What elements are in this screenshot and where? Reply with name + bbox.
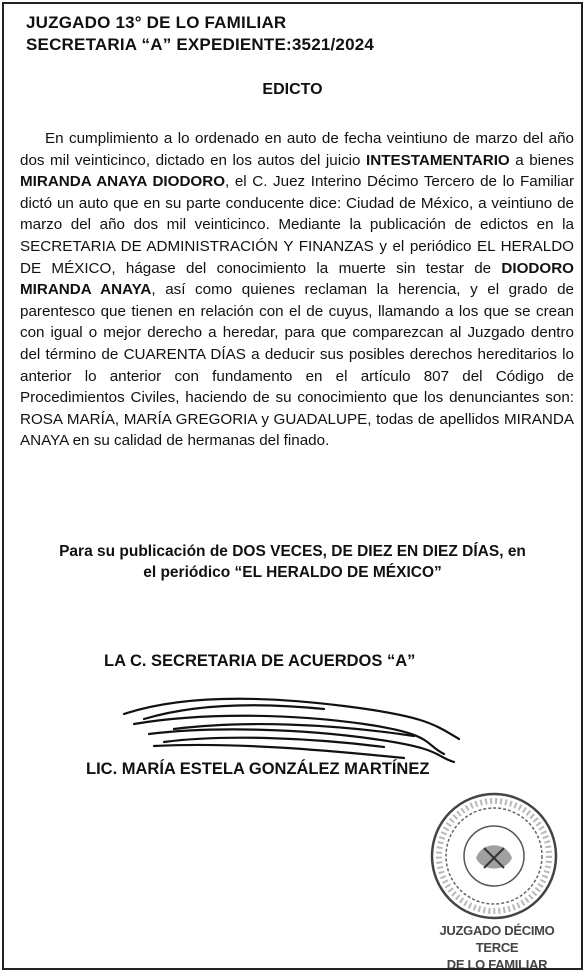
deceased-name: MIRANDA ANAYA DIODORO — [20, 173, 226, 191]
publication-line-1: Para su publicación de DOS VECES, DE DIEZ EN DIEZ DÍAS, en — [59, 543, 526, 560]
edict-body — [20, 128, 574, 452]
secretary-name: LIC. MARÍA ESTELA GONZÁLEZ MARTÍNEZ — [86, 760, 430, 778]
court-seal — [424, 786, 564, 926]
secretary-role: LA C. SECRETARIA DE ACUERDOS “A” — [104, 652, 416, 670]
seal-caption-line-2: DE LO FAMILIAR — [446, 957, 548, 970]
court-name: JUZGADO 13° DE LO FAMILIAR — [26, 13, 287, 32]
seal-caption — [422, 922, 572, 970]
trial-type: INTESTAMENTARIO — [366, 151, 510, 169]
body-text-4: , así como quienes reclaman la herencia, y el grado de parentesco que tienen en relación con el de cuyus, llamando a los que se crean con igual o mejor derecho a heredar, para que comparezcan al Juzgado dentro del término de CUARENTA DÍAS a deducir sus posibles derechos hereditarios lo anterior lo anterior con fundamento en el artículo 807 del Código de Procedimientos Civiles, haciendo de su conocimiento que los denunciantes son: ROSA MARÍA, MARÍA GREGORIA y GUADALUPE, todas de apellidos MIRANDA ANAYA en su calidad de hermanas del finado. — [20, 281, 574, 450]
edict-page — [2, 2, 583, 970]
document-title: EDICTO — [262, 81, 323, 98]
body-text-2: a bienes — [509, 151, 574, 169]
court-header — [26, 12, 374, 56]
publication-instructions — [4, 541, 581, 583]
seal-caption-line-1: JUZGADO DÉCIMO TERCE — [439, 923, 555, 955]
body-text-1: En cumplimiento a lo ordenado en auto de fecha veintiuno de marzo del año dos mil veinticinco, dictado en los autos del juicio — [20, 130, 574, 169]
deceased-name-2: DIODORO MIRANDA ANAYA — [20, 259, 574, 299]
body-text-3: , el C. Juez Interino Décimo Tercero de lo Familiar dictó un auto que en su parte conducente dice: Ciudad de México, a veintiuno de marzo del año dos mil veinticinco. Mediante la publicación de edictos en la SECRETARIA DE ADMINISTRACIÓN Y FINANZAS y el periódico EL HERALDO DE MÉXICO, hágase del conocimiento la muerte sin testar de — [20, 173, 574, 277]
publication-line-2: el periódico “EL HERALDO DE MÉXICO” — [143, 564, 442, 581]
case-number: SECRETARIA “A” EXPEDIENTE:3521/2024 — [26, 35, 375, 54]
